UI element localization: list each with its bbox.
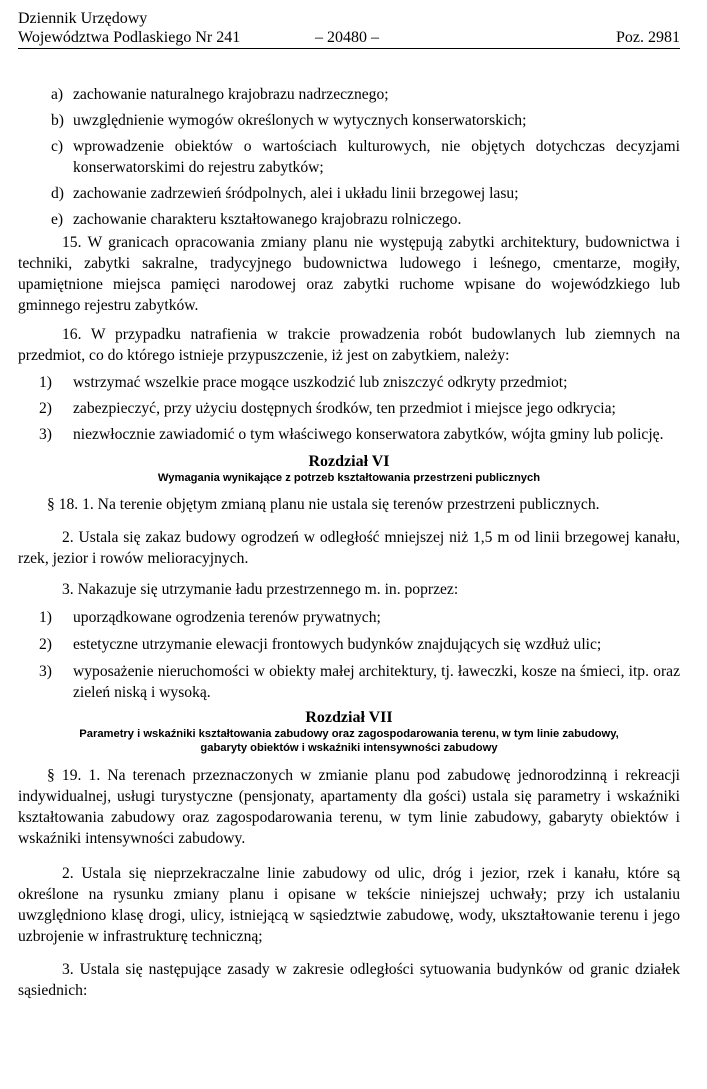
list-marker: 1) <box>39 374 52 391</box>
chapter-heading <box>18 453 680 485</box>
list-item-text: uporządkowane ogrodzenia terenów prywatnych; <box>73 609 381 626</box>
chapter-heading <box>18 709 680 755</box>
list-item <box>18 661 680 703</box>
list-marker: 3) <box>39 663 52 680</box>
list-item <box>18 398 680 419</box>
list-item-text: niezwłocznie zawiadomić o tym właściwego konserwatora zabytków, wójta gminy lub policję. <box>73 426 664 443</box>
list-item-text: wyposażenie nieruchomości w obiekty małej architektury, tj. ławeczki, kosze na śmieci, itp. oraz zieleń niską i wysoką. <box>73 663 680 701</box>
section-19-1: § 19. 1. Na terenach przeznaczonych w zmianie planu pod zabudowę jednorodzinną i rekreacji indywidualnej, usługi turystyczne (pensjonaty, apartamenty dla gości) ustala się parametry i wskaźniki kształtowania zabudowy oraz zagospodarowania terenu, w tym linie zabudowy, gabaryty obiektów i wskaźniki intensywności zabudowy. <box>18 767 680 847</box>
list-a <box>18 84 680 230</box>
chapter-title: Rozdział VII <box>305 709 393 726</box>
document-body <box>18 84 680 1001</box>
list-item-text: zachowanie charakteru kształtowanego krajobrazu rolniczego. <box>73 211 462 228</box>
header-line <box>18 28 680 47</box>
list-item-text: wprowadzenie obiektów o wartościach kulturowych, nie objętych dotychczas decyzjami konserwatorskimi do rejestru zabytków; <box>73 138 680 176</box>
list-item <box>18 183 680 204</box>
chapter-title: Rozdział VI <box>308 453 390 470</box>
journal-issue: Województwa Podlaskiego Nr 241 <box>18 29 241 46</box>
list-item <box>18 209 680 230</box>
list-marker: d) <box>51 185 64 202</box>
section-18-1: § 18. 1. Na terenie objętym zmianą planu nie ustala się terenów przestrzeni publicznych. <box>47 496 600 513</box>
list-marker: 2) <box>39 400 52 417</box>
list-item <box>18 110 680 131</box>
chapter-subtitle-line: Parametry i wskaźniki kształtowania zabudowy oraz zagospodarowania terenu, w tym linie zabudowy, <box>79 728 619 740</box>
list-item <box>18 372 680 393</box>
paragraph-15: 15. W granicach opracowania zmiany planu nie występują zabytki architektury, budownictwa i techniki, zabytki sakralne, tradycyjnego budownictwa ludowego i leśnego, cmentarze, mogiły, upamiętnione miejsca pamięci narodowej oraz zabytki ruchome wpisane do wojewódzkiego lub gminnego rejestru zabytków. <box>18 234 680 314</box>
list-marker: 1) <box>39 609 52 626</box>
section-19-2: 2. Ustala się nieprzekraczalne linie zabudowy od ulic, dróg i jezior, rzek i kanału, które są określone na rysunku zmiany planu i opisane w tekście niniejszej uchwały; przy ich ustalaniu uwzględniono klasę drogi, ulicy, istniejącą w sąsiedztwie zabudowę, wody, ukształtowanie terenu i jego uzbrojenie w infrastrukturę techniczną; <box>18 865 680 945</box>
list-item-text: zachowanie naturalnego krajobrazu nadrzecznego; <box>73 86 389 103</box>
chapter-subtitle: Wymagania wynikające z potrzeb kształtowania przestrzeni publicznych <box>157 472 541 484</box>
section-18-2: 2. Ustala się zakaz budowy ogrodzeń w odległość mniejszej niż 1,5 m od linii brzegowej kanału, rzek, jezior i rowów melioracyjnych. <box>18 529 680 567</box>
list-marker: a) <box>51 86 64 103</box>
list-item <box>18 424 680 445</box>
document-page <box>18 0 680 1001</box>
list-item <box>18 634 680 655</box>
chapter-subtitle <box>18 727 680 755</box>
list-18 <box>18 607 680 703</box>
page-header <box>18 0 680 52</box>
list-item <box>18 136 680 178</box>
section-18-3: 3. Nakazuje się utrzymanie ładu przestrzennego m. in. poprzez: <box>62 581 459 598</box>
list-16 <box>18 372 680 445</box>
list-item-text: zabezpieczyć, przy użyciu dostępnych środków, ten przedmiot i miejsce jego odkrycia; <box>73 400 616 417</box>
paragraph-16: 16. W przypadku natrafienia w trakcie prowadzenia robót budowlanych lub ziemnych na przedmiot, co do którego istnieje przypuszczenie, iż jest on zabytkiem, należy: <box>18 326 680 364</box>
page-number: – 20480 – <box>315 29 379 46</box>
list-item-text: estetyczne utrzymanie elewacji frontowych budynków znajdujących się wzdłuż ulic; <box>73 636 602 653</box>
journal-title: Dziennik Urzędowy <box>18 10 148 27</box>
list-marker: c) <box>51 138 64 155</box>
list-marker: 2) <box>39 636 52 653</box>
section-19-3: 3. Ustala się następujące zasady w zakresie odległości sytuowania budynków od granic działek sąsiednich: <box>18 961 680 999</box>
chapter-subtitle-line: gabaryty obiektów i wskaźniki intensywności zabudowy <box>200 742 498 754</box>
list-item <box>18 607 680 628</box>
list-item-text: uwzględnienie wymogów określonych w wytycznych konserwatorskich; <box>73 112 527 129</box>
list-item-text: wstrzymać wszelkie prace mogące uszkodzić lub zniszczyć odkryty przedmiot; <box>73 374 568 391</box>
header-divider <box>18 48 680 49</box>
position-number: Poz. 2981 <box>616 29 680 46</box>
list-item-text: zachowanie zadrzewień śródpolnych, alei i układu linii brzegowej lasu; <box>73 185 519 202</box>
list-marker: b) <box>51 112 64 129</box>
list-marker: e) <box>51 211 64 228</box>
list-item <box>18 84 680 105</box>
list-marker: 3) <box>39 426 52 443</box>
